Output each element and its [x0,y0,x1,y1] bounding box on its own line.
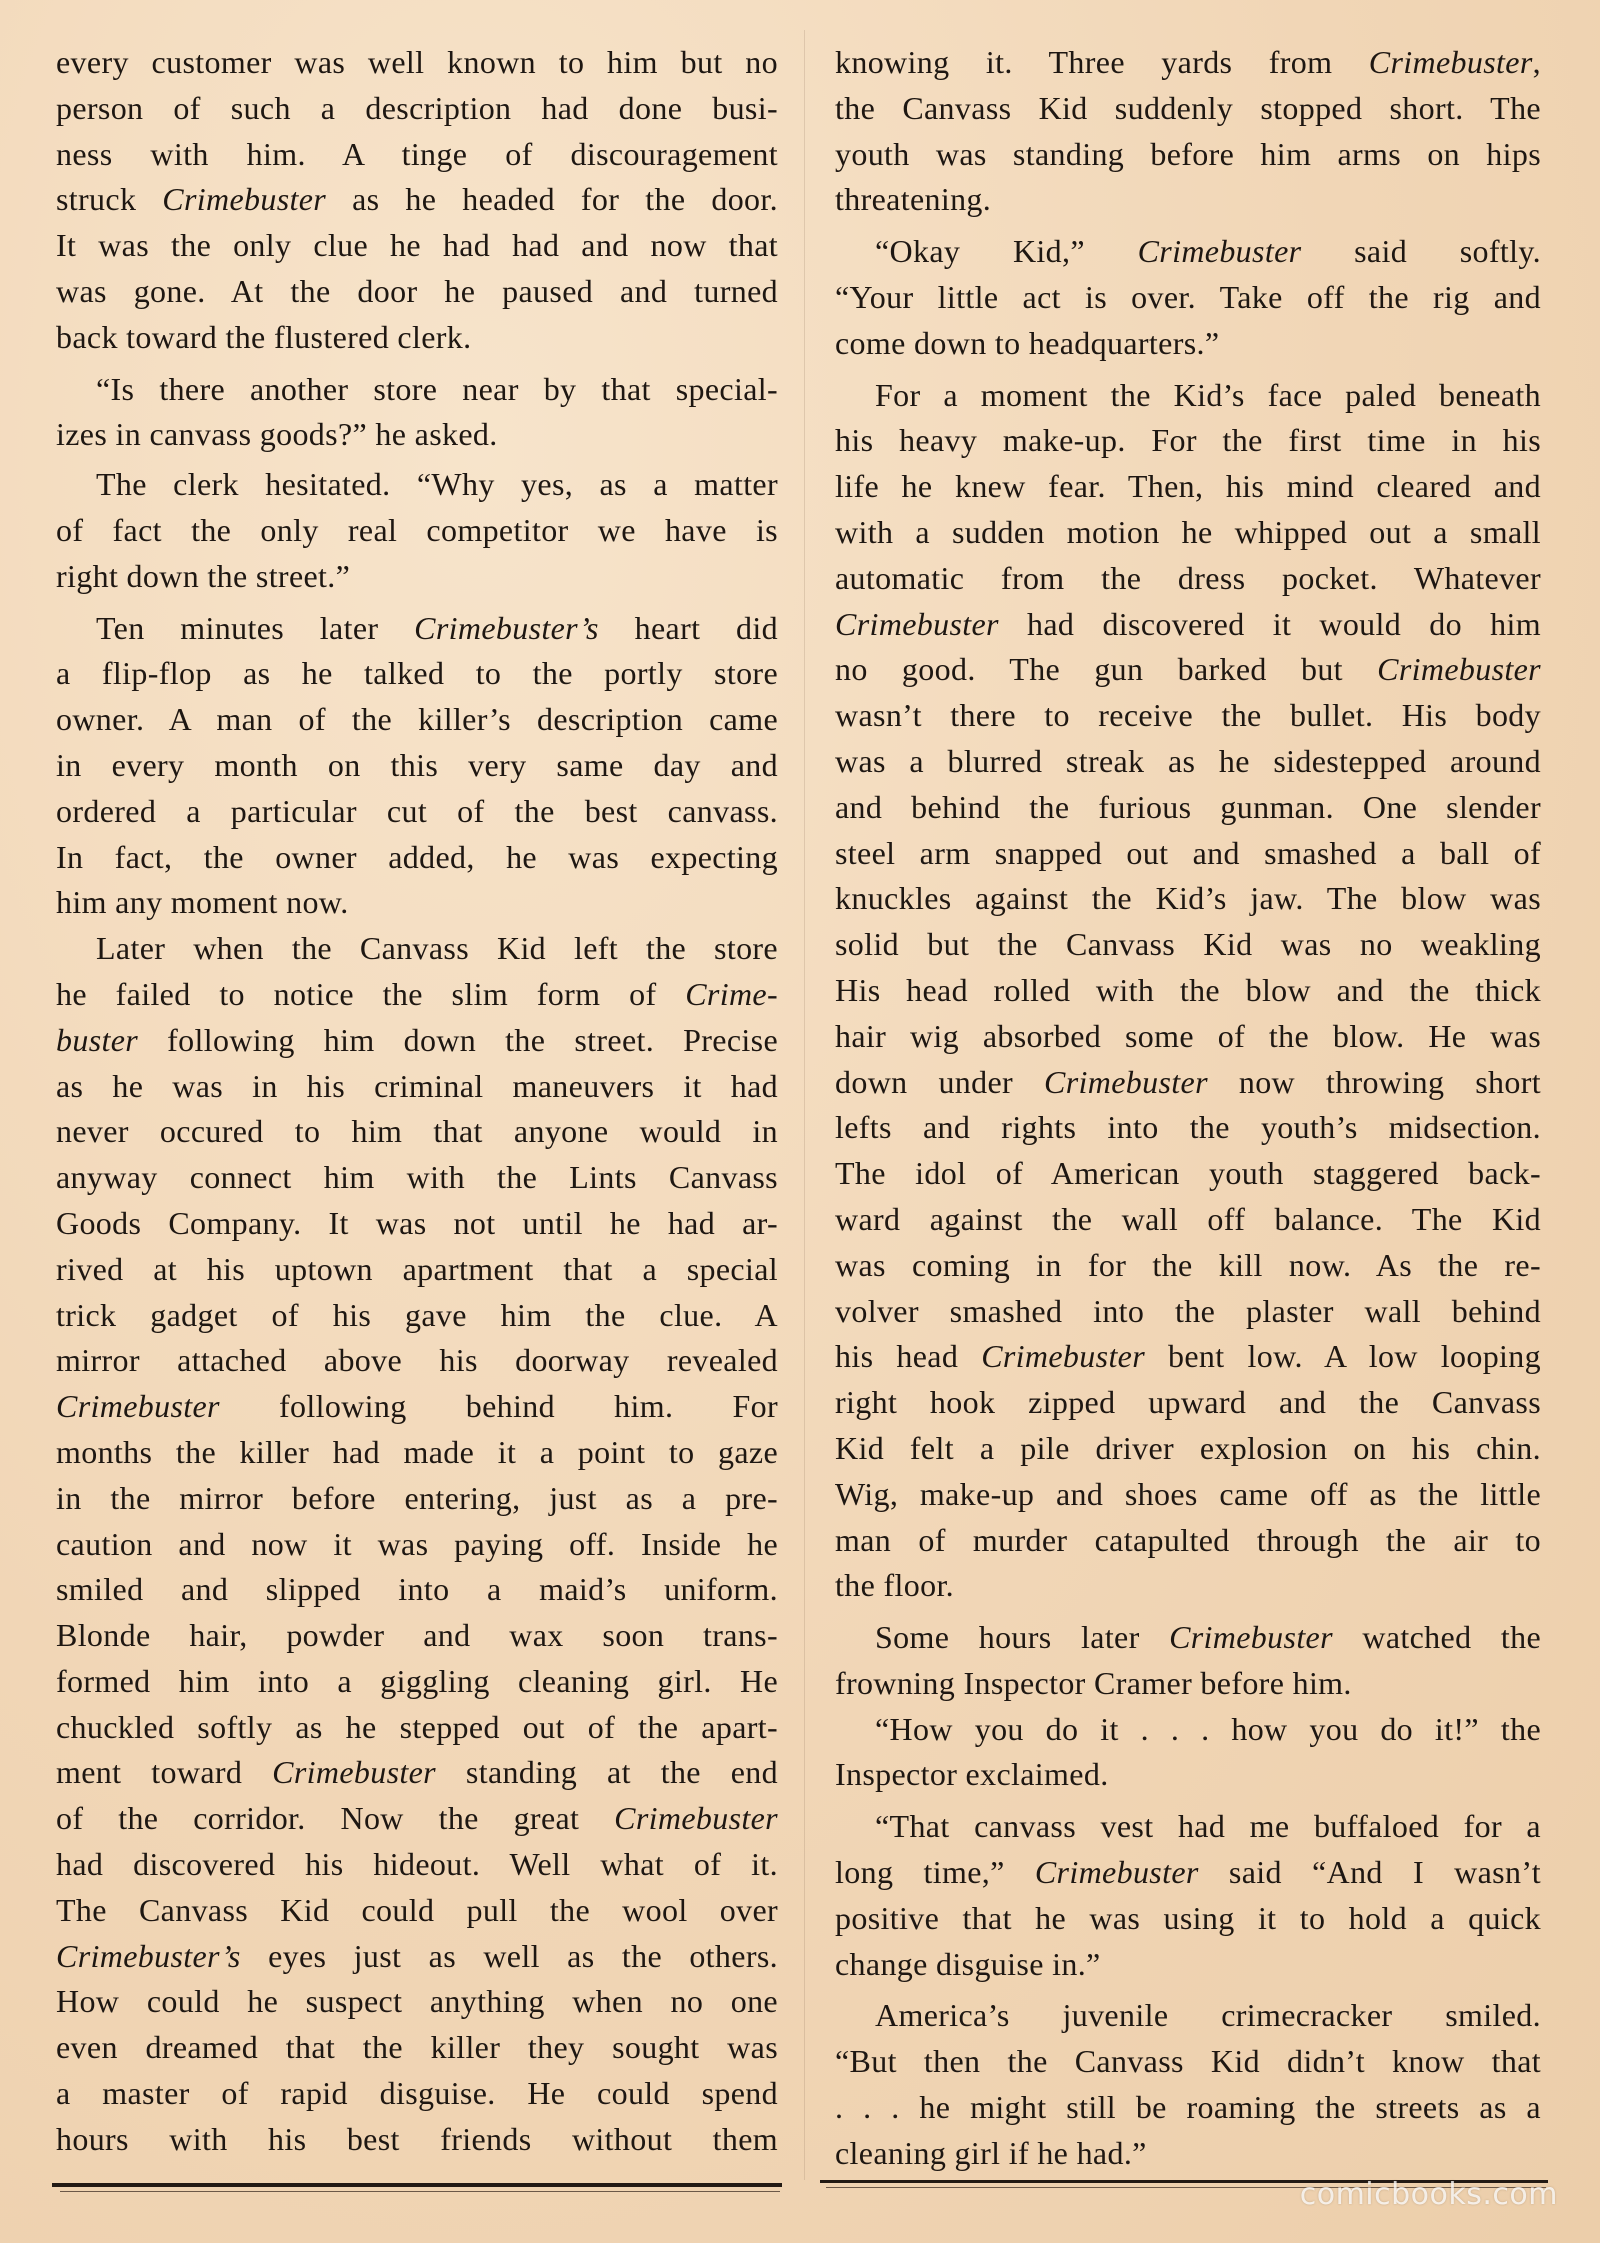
text-line: positive that he was using it to hold a quick [835,1899,1541,1936]
text-line: rived at his uptown apartment that a special [56,1250,778,1287]
text-line: of fact the only real competitor we have is [56,511,778,548]
text-line: “Okay Kid,” Crimebuster said softly. [875,233,1541,270]
text-line: threatening. [835,181,992,218]
text-line: hours with his best friends without them [56,2120,778,2157]
text-line: frowning Inspector Cramer before him. [835,1664,1352,1701]
text-line: smiled and slipped into a maid’s uniform. [56,1571,778,1608]
text-line: “That canvass vest had me buffaloed for a [875,1808,1541,1845]
right-text-column [835,40,1541,2177]
text-line: in the mirror before entering, just as a pre- [56,1479,778,1516]
text-line: lefts and rights into the youth’s midsection. [835,1109,1541,1146]
text-line: In fact, the owner added, he was expecting [56,838,778,875]
text-line: steel arm snapped out and smashed a ball of [835,834,1541,871]
text-line: volver smashed into the plaster wall behind [835,1292,1541,1329]
text-line: never occured to him that anyone would in [56,1113,778,1150]
text-line: right hook zipped upward and the Canvass [835,1384,1541,1421]
text-line: America’s juvenile crimecracker smiled. [875,1997,1541,2034]
text-line: his head Crimebuster bent low. A low looping [835,1338,1542,1375]
text-line: “How you do it . . . how you do it!” the [875,1710,1541,1747]
text-line: trick gadget of his gave him the clue. A [56,1296,778,1333]
text-line: Ten minutes later Crimebuster’s heart did [96,609,778,646]
text-line: Goods Company. It was not until he had ar- [56,1204,778,1241]
site-watermark: comicbooks.com [1299,2177,1558,2212]
text-line: . . . he might still be roaming the streets as a [835,2089,1541,2126]
text-line: solid but the Canvass Kid was no weakling [835,926,1541,963]
text-line: hair wig absorbed some of the blow. He was [835,1017,1541,1054]
text-line: was coming in for the kill now. As the re- [835,1246,1541,1283]
text-line: izes in canvass goods?” he asked. [56,416,498,453]
text-line: life he knew fear. Then, his mind cleared and [835,468,1541,505]
text-line: ment toward Crimebuster standing at the end [56,1754,779,1791]
text-line: wasn’t there to receive the bullet. His body [835,697,1541,734]
text-line: down under Crimebuster now throwing short [835,1063,1541,1100]
text-line: Kid felt a pile driver explosion on his chin. [835,1429,1541,1466]
text-line: every customer was well known to him but no [56,44,778,80]
text-line: struck Crimebuster as he headed for the door. [56,181,778,218]
text-line: long time,” Crimebuster said “And I wasn’t [835,1854,1541,1891]
text-line: Crimebuster following behind him. For [56,1388,778,1425]
text-line: of the corridor. Now the great Crimebuster [56,1800,778,1837]
text-line: cleaning girl if he had.” [835,2134,1147,2171]
text-line: Inspector exclaimed. [835,1756,1109,1793]
text-line: “Is there another store near by that special- [96,370,778,407]
text-line: Some hours later Crimebuster watched the [875,1619,1541,1656]
text-line: a master of rapid disguise. He could spend [56,2075,778,2112]
text-line: come down to headquarters.” [835,324,1220,361]
text-line: his heavy make-up. For the first time in his [835,422,1541,459]
text-line: ness with him. A tinge of discouragement [56,135,778,172]
text-line: had discovered his hideout. Well what of it. [56,1846,778,1883]
text-line: owner. A man of the killer’s description came [56,701,778,738]
text-line: ordered a particular cut of the best canvass. [56,792,778,829]
text-line: even dreamed that the killer they sought was [56,2029,778,2066]
text-line: Wig, make-up and shoes came off as the little [835,1475,1541,1512]
column-gutter [804,30,805,2180]
text-line: mirror attached above his doorway revealed [56,1342,778,1379]
text-line: man of murder catapulted through the air to [835,1521,1541,1558]
text-line: How could he suspect anything when no one [56,1983,778,2020]
text-line: with a sudden motion he whipped out a small [835,513,1541,550]
text-line: “Your little act is over. Take off the rig and [835,278,1541,315]
bottom-rule-left [52,2183,782,2187]
text-line: anyway connect him with the Lints Canvass [56,1159,778,1196]
text-line: It was the only clue he had had and now that [56,227,778,264]
text-line: right down the street.” [56,557,351,594]
text-line: Crimebuster had discovered it would do him [835,605,1541,642]
text-line: chuckled softly as he stepped out of the apart- [56,1708,778,1745]
left-text-column [56,40,778,2163]
text-line: the floor. [835,1567,955,1604]
text-line: Later when the Canvass Kid left the store [96,930,778,967]
text-line: him any moment now. [56,884,349,921]
text-line: Crimebuster’s eyes just as well as the others. [56,1937,778,1974]
text-line: he failed to notice the slim form of Crime- [56,975,778,1012]
text-line: His head rolled with the blow and the thick [835,971,1541,1008]
text-line: months the killer had made it a point to gaze [56,1433,778,1470]
text-line: was a blurred streak as he sidestepped around [835,742,1541,779]
text-line: and behind the furious gunman. One slender [835,788,1541,825]
text-line: “But then the Canvass Kid didn’t know that [835,2043,1541,2080]
text-line: automatic from the dress pocket. Whatever [835,559,1541,596]
text-line: The Canvass Kid could pull the wool over [56,1891,778,1928]
text-line: For a moment the Kid’s face paled beneath [875,376,1541,413]
text-line: no good. The gun barked but Crimebuster [835,651,1541,688]
text-line: ward against the wall off balance. The Kid [835,1200,1541,1237]
text-line: caution and now it was paying off. Inside he [56,1525,778,1562]
text-line: youth was standing before him arms on hips [835,135,1541,172]
text-line: back toward the flustered clerk. [56,318,472,355]
text-line: The idol of American youth staggered back- [835,1155,1541,1192]
text-line: knowing it. Three yards from Crimebuster, [835,44,1541,80]
text-line: a flip-flop as he talked to the portly store [56,655,778,692]
text-line: formed him into a giggling cleaning girl. He [56,1662,778,1699]
text-line: change disguise in.” [835,1945,1101,1982]
bottom-rule-left-thin [60,2191,780,2192]
text-line: knuckles against the Kid’s jaw. The blow was [835,880,1541,917]
text-line: as he was in his criminal maneuvers it had [56,1067,778,1104]
text-line: Blonde hair, powder and wax soon trans- [56,1617,778,1654]
text-line: in every month on this very same day and [56,746,778,783]
text-line: was gone. At the door he paused and turned [56,272,778,309]
text-line: the Canvass Kid suddenly stopped short. The [835,89,1541,126]
text-line: buster following him down the street. Precise [56,1021,778,1058]
text-line: The clerk hesitated. “Why yes, as a matter [96,466,778,503]
text-line: person of such a description had done busi- [56,89,778,126]
